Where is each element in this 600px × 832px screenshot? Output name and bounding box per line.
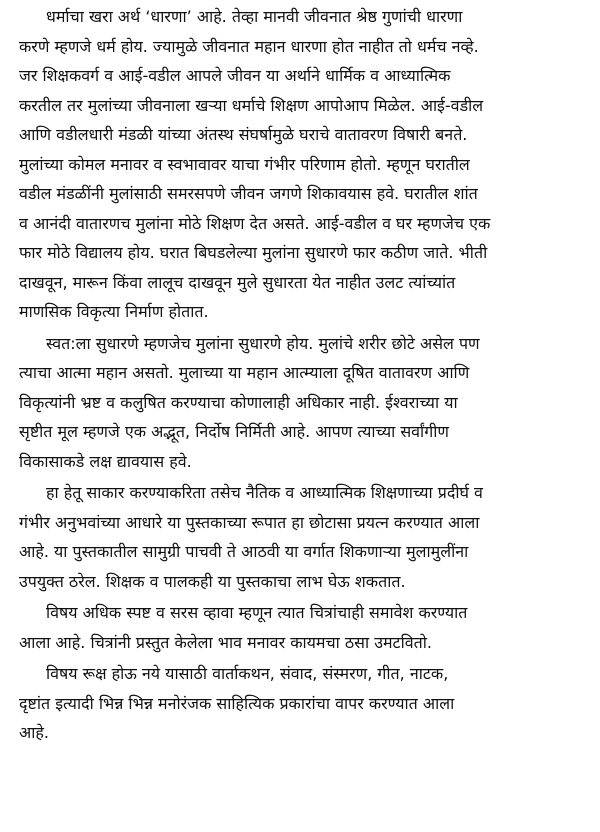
paragraph-5 bbox=[19, 659, 588, 748]
text-line: सृष्टीत मूल म्हणजे एक अद्भूत, निर्दोष निर्मिती आहे. आपण त्याच्या सर्वांगीण bbox=[19, 422, 449, 441]
text-line: आला आहे. चित्रांनी प्रस्तुत केलेला भाव मनावर कायमचा ठसा उमटवितो. bbox=[19, 632, 433, 652]
text-line: मुलांच्या कोमल मनावर व स्वभावावर याचा गंभीर परिणाम होतो. म्हणून घरातील bbox=[19, 154, 470, 174]
text-line: आणि वडीलधारी मंडळी यांच्या अंतस्थ संघर्षामुळे घराचे वातावरण विषारी बनते. bbox=[19, 125, 468, 144]
text-line: विकासाकडे लक्ष द्यावयास हवे. bbox=[19, 451, 192, 471]
text-line: विषय रूक्ष होऊ नये यासाठी वार्ताकथन, संवाद, संस्मरण, गीत, नाटक, bbox=[46, 664, 449, 683]
text-line: विकृत्यांनी भ्रष्ट व कलुषित करण्याचा कोणालाही अधिकार नाही. ईश्वराच्या या bbox=[19, 392, 458, 412]
text-line: दाखवून, मारून किंवा लालूच दाखवून मुले सुधारता येत नाहीत उलट त्यांच्यांत bbox=[19, 272, 456, 292]
text-line: गंभीर अनुभवांच्या आधारे या पुस्तकाच्या रूपात हा छोटासा प्रयत्न करण्यात आला bbox=[19, 512, 480, 532]
text-line: आहे. या पुस्तकातील सामुग्री पाचवी ते आठवी या वर्गात शिकणाऱ्या मुलामुलींना bbox=[19, 542, 469, 561]
paragraph-3 bbox=[19, 478, 588, 596]
text-line: वडील मंडळींनी मुलांसाठी समरसपणे जीवन जगणे शिकावयास हवे. घरातील शांत bbox=[19, 184, 478, 203]
text-line: करणे म्हणजे धर्म होय. ज्यामुळे जीवनात महान धारणा होत नाहीत तो धर्मच नव्हे. bbox=[19, 36, 479, 56]
text-line: त्याचा आत्मा महान असतो. मुलाच्या या महान आत्म्याला दूषित वातावरण आणि bbox=[19, 363, 470, 382]
text-line: धर्माचा खरा अर्थ ‘धारणा’ आहे. तेव्हा मानवी जीवनात श्रेष्ठ गुणांची धारणा bbox=[46, 7, 463, 26]
text-line: व आनंदी वातारणच मुलांना मोठे शिक्षण देत असते. आई-वडील व घर म्हणजेच एक bbox=[19, 213, 491, 233]
text-line: करतील तर मुलांच्या जीवनाला खऱ्या धर्माचे शिक्षण आपोआप मिळेल. आई-वडील bbox=[19, 95, 484, 115]
paragraph-1 bbox=[19, 2, 588, 327]
text-line: हा हेतू साकार करण्याकरिता तसेच नैतिक व आध्यात्मिक शिक्षणाच्या प्रदीर्घ व bbox=[46, 483, 483, 502]
text-line: दृष्टांत इत्यादी भिन्न भिन्न मनोरंजक साहित्यिक प्रकारांचा वापर करण्यात आला bbox=[19, 693, 455, 713]
text-line: उपयुक्त ठरेल. शिक्षक व पालकही या पुस्तकाचा लाभ घेऊ शकतात. bbox=[19, 571, 406, 591]
text-line: स्वत:ला सुधारणे म्हणजेच मुलांना सुधारणे होय. मुलांचे शरीर छोटे असेल पण bbox=[46, 333, 480, 353]
text-line: फार मोठे विद्यालय होय. घरात बिघडलेल्या मुलांना सुधारणे फार कठीण जाते. भीती bbox=[19, 243, 488, 262]
text-line: माणसिक विकृत्या निर्माण होतात. bbox=[19, 302, 209, 321]
text-line: आहे. bbox=[19, 723, 49, 742]
text-line: जर शिक्षकवर्ग व आई-वडील आपले जीवन या अर्थाने धार्मिक व आध्यात्मिक bbox=[19, 66, 451, 85]
paragraph-2 bbox=[19, 329, 588, 477]
paragraph-4 bbox=[19, 598, 588, 657]
text-line: विषय अधिक स्पष्ट व सरस व्हावा म्हणून त्यात चित्रांचाही समावेश करण्यात bbox=[46, 603, 468, 622]
